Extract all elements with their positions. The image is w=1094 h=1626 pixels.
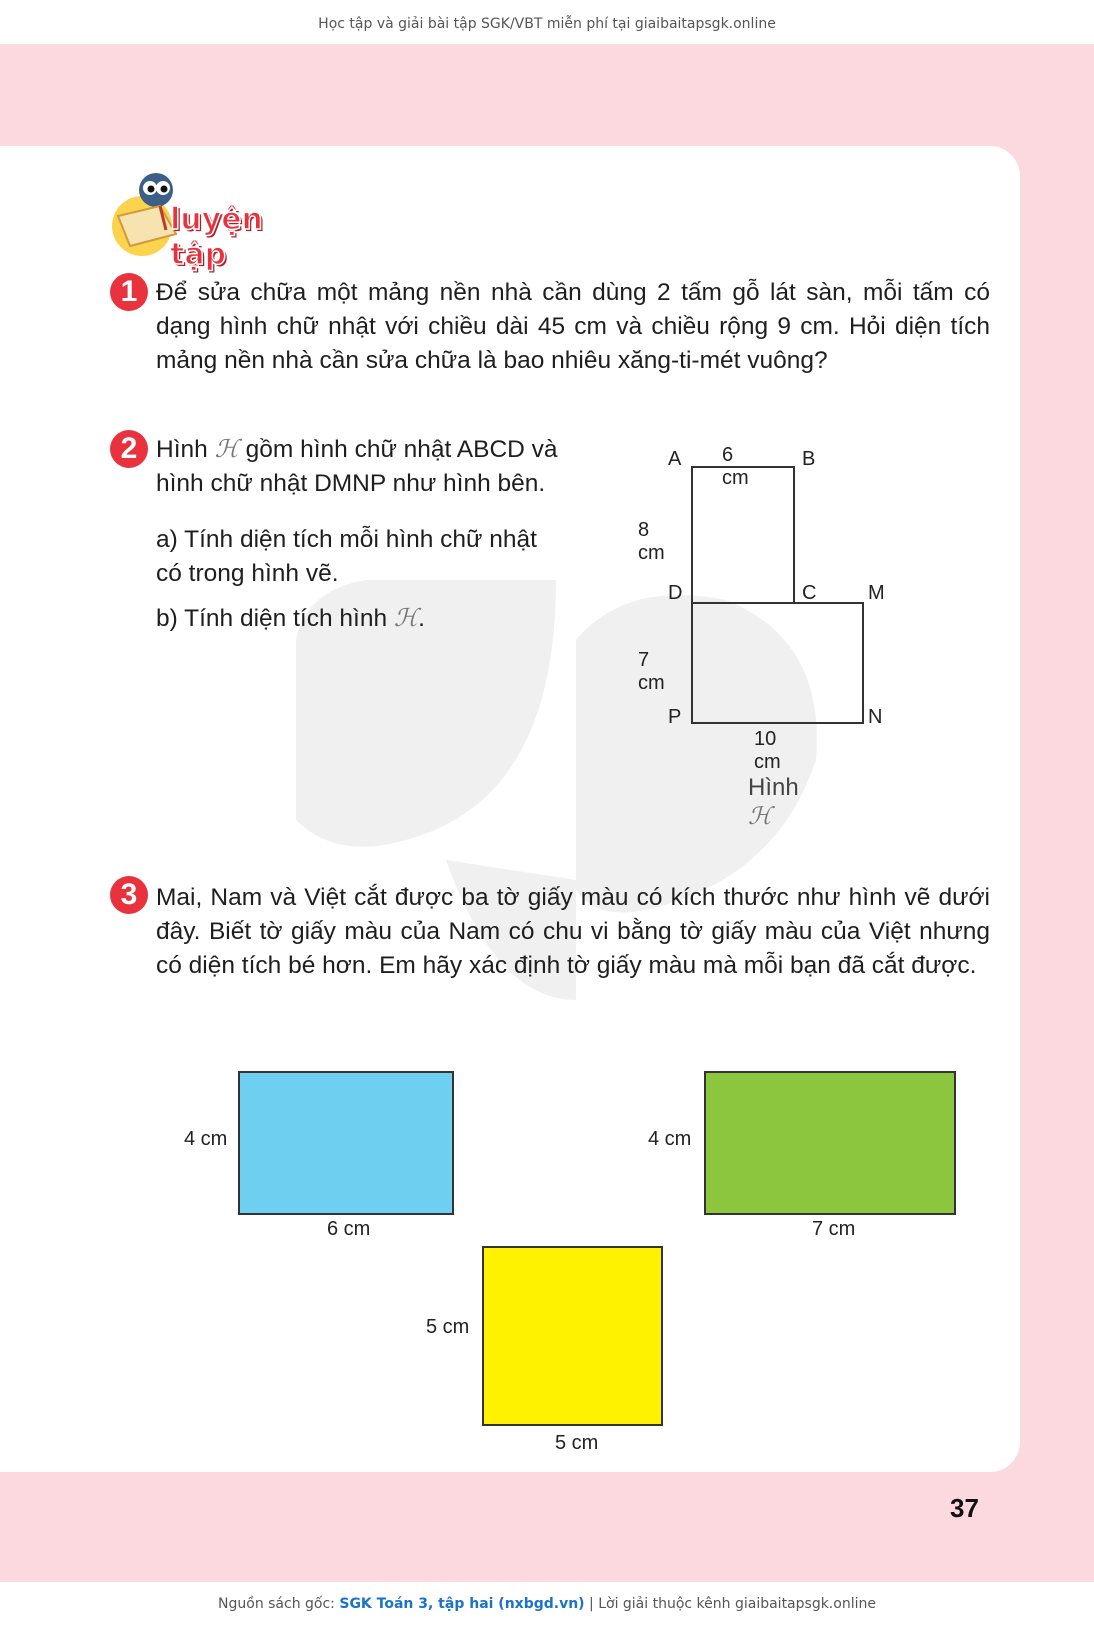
paper-blue-width: 6 cm — [327, 1218, 371, 1240]
exercise-3-badge: 3 — [110, 876, 148, 914]
section-header — [110, 168, 326, 272]
length-pn: 10 cm — [754, 728, 781, 773]
shape-h-symbol-b: ℋ — [393, 603, 419, 632]
exercise-1-badge: 1 — [110, 273, 148, 311]
caption-text: Hình — [748, 774, 799, 801]
paper-yellow-width: 5 cm — [555, 1432, 599, 1454]
footer-source-link[interactable]: SGK Toán 3, tập hai (nxbgd.vn) — [339, 1596, 585, 1612]
exercise-2-intro-b: gồm hình chữ nhật ABCD và hình chữ nhật DMNP như hình bên. — [156, 436, 558, 497]
point-b-label: B — [802, 448, 816, 470]
point-a-label: A — [668, 448, 682, 470]
top-banner — [0, 0, 1094, 44]
section-title: luyện tập — [170, 202, 263, 272]
page-number: 37 — [950, 1493, 979, 1523]
paper-yellow-height: 5 cm — [426, 1316, 470, 1338]
point-p-label: P — [668, 706, 682, 728]
length-ad: 8 cm — [638, 519, 665, 564]
figure-h-caption — [748, 774, 799, 831]
part-b-text: b) Tính diện tích hình — [156, 605, 388, 632]
paper-blue-height: 4 cm — [184, 1128, 228, 1150]
rectangle-dmnp — [691, 602, 864, 724]
exercise-3-text: Mai, Nam và Việt cắt được ba tờ giấy màu có kích thước như hình vẽ dưới đây. Biết tờ giấy màu của Nam có chu vi bằng tờ giấy màu của Việt nhưng có diện tích bé hơn. Em hãy xác định tờ giấy màu mà mỗi bạn đã cắt được. — [156, 884, 990, 979]
exercise-1-text: Để sửa chữa một mảng nền nhà cần dùng 2 tấm gỗ lát sàn, mỗi tấm có dạng hình chữ nhật với chiều dài 45 cm và chiều rộng 9 cm. Hỏi diện tích mảng nền nhà cần sửa chữa là bao nhiêu xăng-ti-mét vuông? — [156, 279, 990, 374]
exercise-2-intro — [156, 432, 576, 501]
caption-symbol: ℋ — [748, 802, 772, 830]
paper-green-width: 7 cm — [812, 1218, 856, 1240]
point-c-label: C — [802, 582, 817, 604]
point-n-label: N — [868, 706, 883, 728]
site-line: Học tập và giải bài tập SGK/VBT miễn phí tại giaibaitapsgk.online — [318, 16, 776, 32]
exercise-2-badge: 2 — [110, 430, 148, 468]
length-dp: 7 cm — [638, 649, 665, 694]
part-b-end: . — [418, 605, 425, 632]
paper-green-height: 4 cm — [648, 1128, 692, 1150]
footer — [0, 1582, 1094, 1626]
exercise-2-part-b — [156, 601, 556, 636]
exercise-2-intro-a: Hình — [156, 436, 208, 463]
paper-yellow — [482, 1246, 663, 1426]
paper-green — [704, 1071, 956, 1215]
point-m-label: M — [868, 582, 885, 604]
footer-prefix: Nguồn sách gốc: — [218, 1596, 335, 1612]
point-d-label: D — [668, 582, 683, 604]
paper-blue — [238, 1071, 454, 1215]
shape-h-symbol: ℋ — [214, 434, 239, 463]
length-ab: 6 cm — [722, 444, 749, 489]
footer-suffix: | Lời giải thuộc kênh giaibaitapsgk.online — [589, 1596, 876, 1612]
exercise-2-part-a: a) Tính diện tích mỗi hình chữ nhật có trong hình vẽ. — [156, 526, 537, 587]
footer-line — [0, 1596, 1094, 1612]
